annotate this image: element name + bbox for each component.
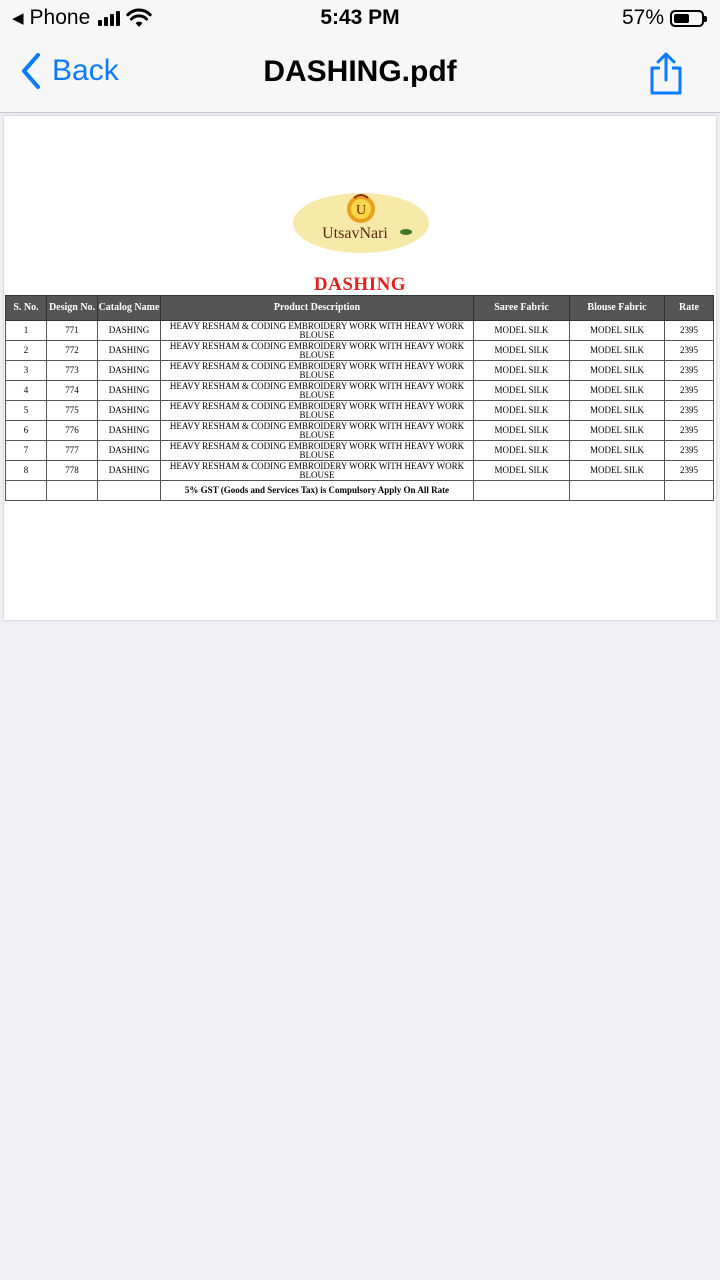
catalog-table: [5, 295, 714, 501]
column-header: Catalog Name: [98, 296, 161, 321]
logo-monogram: U: [355, 203, 367, 218]
empty-cell: [98, 481, 161, 501]
cell-description: HEAVY RESHAM & CODING EMBROIDERY WORK WITH HEAVY WORK BLOUSE: [161, 341, 474, 361]
back-button[interactable]: [20, 52, 119, 90]
back-to-app-icon[interactable]: ◀: [12, 10, 24, 27]
cell-catalog-name: DASHING: [98, 461, 161, 481]
cell-design-no: 775: [47, 401, 98, 421]
document-title: DASHING.pdf: [263, 55, 457, 88]
status-bar: [0, 0, 720, 36]
cell-saree-fabric: MODEL SILK: [474, 461, 570, 481]
battery-level: [674, 14, 689, 23]
column-header: Saree Fabric: [474, 296, 570, 321]
status-right: [622, 6, 704, 30]
cell-rate: 2395: [665, 381, 714, 401]
column-header: Product Description: [161, 296, 474, 321]
table-row: [6, 321, 714, 341]
empty-cell: [665, 481, 714, 501]
share-icon[interactable]: [648, 52, 684, 96]
empty-cell: [474, 481, 570, 501]
cell-rate: 2395: [665, 461, 714, 481]
cell-blouse-fabric: MODEL SILK: [570, 461, 665, 481]
cell-sno: 5: [6, 401, 47, 421]
battery-nub: [704, 16, 707, 22]
brand-logo: [292, 192, 430, 254]
empty-cell: [570, 481, 665, 501]
cell-catalog-name: DASHING: [98, 441, 161, 461]
catalog-title: DASHING: [313, 274, 407, 295]
cell-catalog-name: DASHING: [98, 381, 161, 401]
cell-description: HEAVY RESHAM & CODING EMBROIDERY WORK WITH HEAVY WORK BLOUSE: [161, 381, 474, 401]
cell-rate: 2395: [665, 321, 714, 341]
cell-saree-fabric: MODEL SILK: [474, 421, 570, 441]
cell-saree-fabric: MODEL SILK: [474, 361, 570, 381]
cell-catalog-name: DASHING: [98, 361, 161, 381]
cell-saree-fabric: MODEL SILK: [474, 401, 570, 421]
status-time: 5:43 PM: [320, 6, 400, 29]
cell-design-no: 778: [47, 461, 98, 481]
column-header: Blouse Fabric: [570, 296, 665, 321]
battery-percent: 57%: [621, 6, 664, 29]
table-row: [6, 401, 714, 421]
table-row: [6, 381, 714, 401]
table-header-row: [6, 296, 714, 321]
cell-description: HEAVY RESHAM & CODING EMBROIDERY WORK WITH HEAVY WORK BLOUSE: [161, 321, 474, 341]
cell-rate: 2395: [665, 341, 714, 361]
cell-sno: 3: [6, 361, 47, 381]
logo-wordmark: UtsavNari: [322, 225, 388, 242]
cell-sno: 2: [6, 341, 47, 361]
column-header: Design No.: [47, 296, 98, 321]
cell-rate: 2395: [665, 361, 714, 381]
cell-design-no: 773: [47, 361, 98, 381]
cell-saree-fabric: MODEL SILK: [474, 441, 570, 461]
table-row: [6, 421, 714, 441]
cell-design-no: 771: [47, 321, 98, 341]
empty-cell: [47, 481, 98, 501]
cell-blouse-fabric: MODEL SILK: [570, 341, 665, 361]
cell-design-no: 777: [47, 441, 98, 461]
cell-rate: 2395: [665, 441, 714, 461]
column-header: Rate: [665, 296, 714, 321]
carrier-label: Phone: [29, 6, 91, 29]
cell-saree-fabric: MODEL SILK: [474, 321, 570, 341]
cell-blouse-fabric: MODEL SILK: [570, 321, 665, 341]
cell-rate: 2395: [665, 421, 714, 441]
cell-saree-fabric: MODEL SILK: [474, 381, 570, 401]
battery-icon: [670, 10, 704, 27]
cell-description: HEAVY RESHAM & CODING EMBROIDERY WORK WITH HEAVY WORK BLOUSE: [161, 461, 474, 481]
cell-sno: 8: [6, 461, 47, 481]
cell-description: HEAVY RESHAM & CODING EMBROIDERY WORK WITH HEAVY WORK BLOUSE: [161, 421, 474, 441]
cell-blouse-fabric: MODEL SILK: [570, 441, 665, 461]
cell-sno: 6: [6, 421, 47, 441]
cell-sno: 7: [6, 441, 47, 461]
cell-design-no: 772: [47, 341, 98, 361]
cell-saree-fabric: MODEL SILK: [474, 341, 570, 361]
cell-description: HEAVY RESHAM & CODING EMBROIDERY WORK WITH HEAVY WORK BLOUSE: [161, 441, 474, 461]
empty-cell: [6, 481, 47, 501]
table-row: [6, 341, 714, 361]
cell-design-no: 776: [47, 421, 98, 441]
table-row: [6, 361, 714, 381]
table-row: [6, 441, 714, 461]
back-label: Back: [52, 54, 119, 87]
table-footer-row: [6, 481, 714, 501]
table-row: [6, 461, 714, 481]
cell-blouse-fabric: MODEL SILK: [570, 381, 665, 401]
cell-rate: 2395: [665, 401, 714, 421]
column-header: S. No.: [6, 296, 47, 321]
cell-blouse-fabric: MODEL SILK: [570, 361, 665, 381]
cell-catalog-name: DASHING: [98, 401, 161, 421]
gst-note: 5% GST (Goods and Services Tax) is Compulsory Apply On All Rate: [161, 481, 474, 501]
cell-design-no: 774: [47, 381, 98, 401]
cell-catalog-name: DASHING: [98, 421, 161, 441]
chevron-left-icon: [20, 52, 42, 90]
cell-description: HEAVY RESHAM & CODING EMBROIDERY WORK WITH HEAVY WORK BLOUSE: [161, 401, 474, 421]
cell-blouse-fabric: MODEL SILK: [570, 421, 665, 441]
cell-sno: 4: [6, 381, 47, 401]
cell-description: HEAVY RESHAM & CODING EMBROIDERY WORK WITH HEAVY WORK BLOUSE: [161, 361, 474, 381]
cell-catalog-name: DASHING: [98, 321, 161, 341]
cell-sno: 1: [6, 321, 47, 341]
cell-catalog-name: DASHING: [98, 341, 161, 361]
cell-blouse-fabric: MODEL SILK: [570, 401, 665, 421]
pdf-page[interactable]: [4, 116, 716, 620]
navigation-bar: [0, 36, 720, 113]
